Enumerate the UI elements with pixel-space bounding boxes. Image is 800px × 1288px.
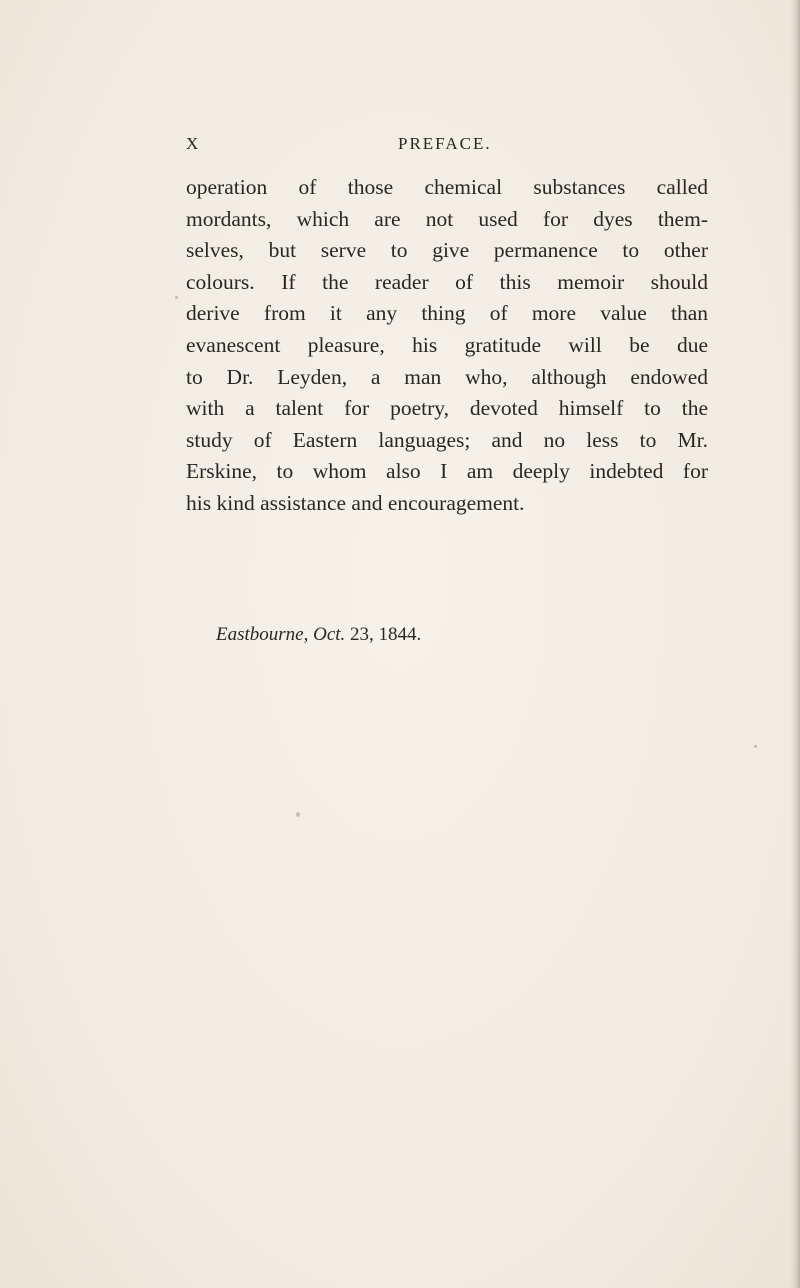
text-line: with a talent for poetry, devoted himself to the — [186, 396, 708, 421]
text-line: mordants, which are not used for dyes them- — [186, 206, 708, 231]
text-line: evanescent pleasure, his gratitude will be due — [186, 332, 708, 357]
text-line: derive from it any thing of more value than — [186, 301, 708, 326]
running-head — [186, 134, 686, 162]
paper-speck — [175, 296, 178, 299]
text-line: his kind assistance and encouragement. — [186, 490, 525, 515]
text-line: colours. If the reader of this memoir should — [186, 269, 708, 294]
paper-speck — [754, 745, 757, 748]
signoff-dateline — [216, 624, 421, 646]
page-edge-shadow — [790, 0, 800, 1288]
signoff-month: Oct. — [313, 624, 346, 645]
text-line: operation of those chemical substances called — [186, 175, 708, 199]
preface-paragraph — [186, 172, 708, 520]
paper-speck — [296, 812, 300, 817]
text-line: Erskine, to whom also I am deeply indebted for — [186, 459, 708, 484]
signoff-date: 23, 1844. — [350, 624, 422, 645]
signoff-place: Eastbourne, — [216, 624, 309, 645]
text-line: selves, but serve to give permanence to other — [186, 238, 708, 263]
text-line: study of Eastern languages; and no less to Mr. — [186, 427, 708, 452]
page-number: X — [186, 134, 200, 153]
text-line: to Dr. Leyden, a man who, although endowed — [186, 364, 708, 389]
running-title: PREFACE. — [398, 134, 492, 153]
